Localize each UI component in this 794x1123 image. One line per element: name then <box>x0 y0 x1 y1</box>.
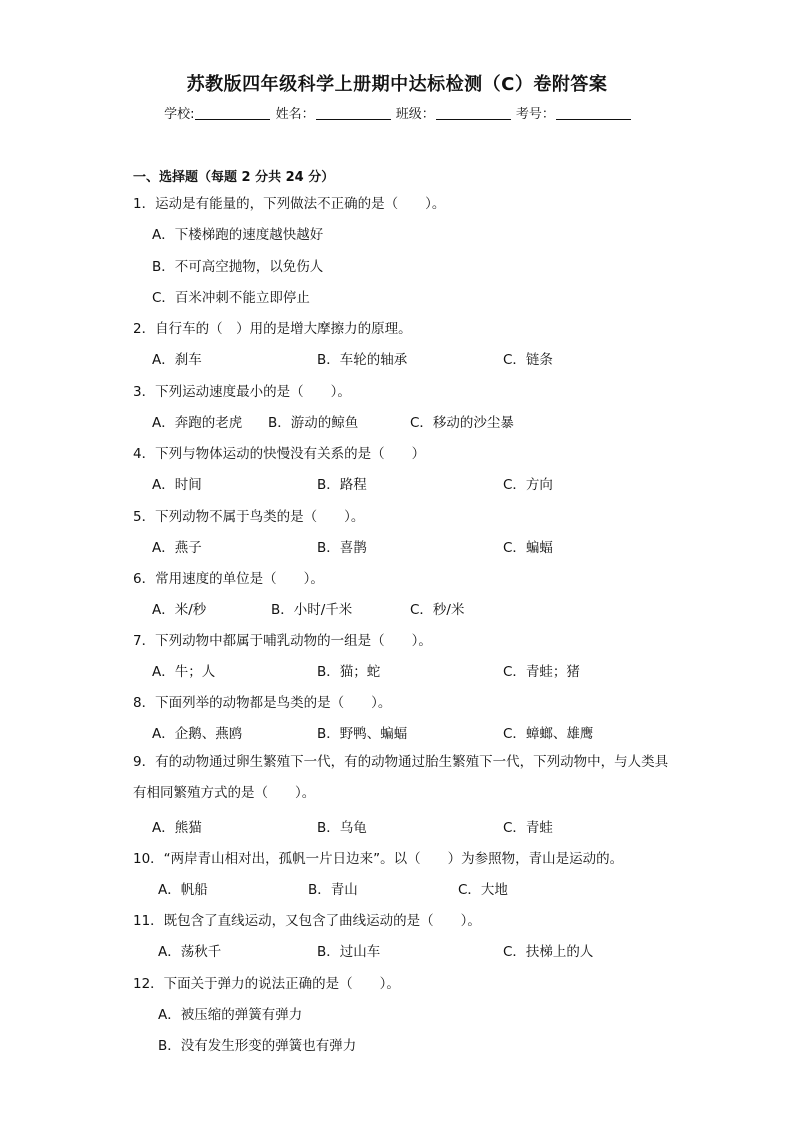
option-b: B．不可高空抛物，以免伤人 <box>152 259 324 275</box>
option-c: C．移动的沙尘暴 <box>410 415 514 431</box>
option-c: C．扶梯上的人 <box>503 944 594 960</box>
option-a: A．刹车 <box>152 352 202 368</box>
option-a: A．牛；人 <box>152 664 216 680</box>
option-a: A．奔跑的老虎 <box>152 415 243 431</box>
option-a: A．米/秒 <box>152 602 207 618</box>
student-info-line <box>0 103 794 122</box>
question-stem: 6．常用速度的单位是（ ）。 <box>133 571 324 587</box>
option-a: A．荡秋千 <box>158 944 222 960</box>
option-b: B．猫；蛇 <box>317 664 381 680</box>
option-c: C．蟑螂、雄鹰 <box>503 726 594 742</box>
option-c: C．青蛙；猪 <box>503 664 580 680</box>
option-b: B．路程 <box>317 477 367 493</box>
option-b: B．青山 <box>308 882 358 898</box>
option-b: B．过山车 <box>317 944 381 960</box>
school-blank[interactable] <box>195 105 270 120</box>
option-b: B．没有发生形变的弹簧也有弹力 <box>158 1038 357 1054</box>
option-a: A．燕子 <box>152 540 202 556</box>
option-a: A．时间 <box>152 477 202 493</box>
question-stem: 9．有的动物通过卵生繁殖下一代，有的动物通过胎生繁殖下一代，下列动物中，与人类具有相同繁殖方式的是（ ）。 <box>133 754 669 801</box>
question-stem: 11．既包含了直线运动，又包含了曲线运动的是（ ）。 <box>133 913 481 929</box>
option-b: B．车轮的轴承 <box>317 352 408 368</box>
option-c: C．青蛙 <box>503 820 553 836</box>
option-b: B．喜鹊 <box>317 540 367 556</box>
option-a: A．熊猫 <box>152 820 202 836</box>
option-a: A．企鹅、燕鸥 <box>152 726 243 742</box>
option-c: C．蝙蝠 <box>503 540 553 556</box>
page-title: 苏教版四年级科学上册期中达标检测（C）卷附答案 <box>186 74 608 95</box>
option-c: C．百米冲刺不能立即停止 <box>152 290 310 306</box>
question-stem: 10．“两岸青山相对出，孤帆一片日边来”。以（ ）为参照物，青山是运动的。 <box>133 851 624 867</box>
option-a: A．被压缩的弹簧有弹力 <box>158 1007 303 1023</box>
option-b: B．野鸭、蝙蝠 <box>317 726 408 742</box>
question-stem: 4．下列与物体运动的快慢没有关系的是（ ） <box>133 446 426 462</box>
question-stem: 5．下列动物不属于鸟类的是（ ）。 <box>133 509 365 525</box>
number-label: 考号： <box>515 107 555 122</box>
question-stem: 1．运动是有能量的，下列做法不正确的是（ ）。 <box>133 196 446 212</box>
name-label: 姓名： <box>275 107 315 122</box>
option-c: C．秒/米 <box>410 602 465 618</box>
name-blank[interactable] <box>316 105 391 120</box>
question-stem: 3．下列运动速度最小的是（ ）。 <box>133 384 351 400</box>
school-label: 学校: <box>164 107 195 122</box>
class-blank[interactable] <box>436 105 511 120</box>
option-c: C．大地 <box>458 882 508 898</box>
question-stem: 2．自行车的（ ）用的是增大摩擦力的原理。 <box>133 321 412 337</box>
question-stem: 8．下面列举的动物都是鸟类的是（ ）。 <box>133 695 392 711</box>
question-stem: 12．下面关于弹力的说法正确的是（ ）。 <box>133 976 400 992</box>
option-b: B．游动的鲸鱼 <box>268 415 359 431</box>
question-stem: 7．下列动物中都属于哺乳动物的一组是（ ）。 <box>133 633 432 649</box>
option-b: B．乌龟 <box>317 820 367 836</box>
option-a: A．帆船 <box>158 882 208 898</box>
option-b: B．小时/千米 <box>271 602 353 618</box>
section-heading: 一、选择题（每题 2 分共 24 分） <box>133 170 335 185</box>
class-label: 班级： <box>395 107 435 122</box>
option-c: C．方向 <box>503 477 553 493</box>
option-c: C．链条 <box>503 352 553 368</box>
number-blank[interactable] <box>556 105 631 120</box>
option-a: A．下楼梯跑的速度越快越好 <box>152 227 324 243</box>
